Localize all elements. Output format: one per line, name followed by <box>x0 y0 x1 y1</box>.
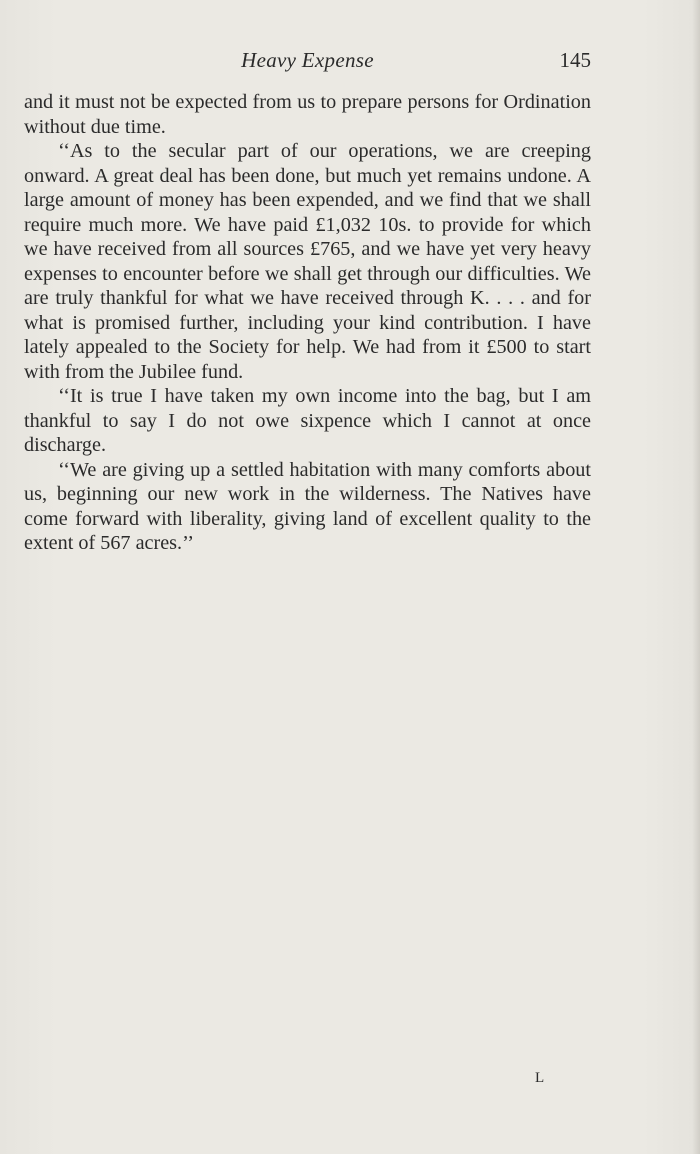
paragraph-4: ‘‘We are giving up a settled habitation with many comforts about us, beginning our new work in the wilderness. The Natives have come forward with liberality, giving land of excellent quality to the extent of 567 acres.’’ <box>24 458 591 554</box>
paragraph-3: ‘‘It is true I have taken my own income into the bag, but I am thankful to say I do not owe sixpence which I cannot at once discharge. <box>24 385 591 456</box>
signature-mark: L <box>535 1070 545 1086</box>
paragraph-2: ‘‘As to the secular part of our operations, we are creeping onward. A great deal has been done, but much yet remains undone. A large amount of money has been expended, and we find that we shall require much more. We have paid £1,032 10s. to provide for which we have received from all sources £765, and we have yet very heavy expenses to encounter before we shall get through our difficulties. We are truly thankful for what we have received through K. . . . and for what is promised further, including your kind contribution. I have lately appealed to the Society for help. We had from it £500 to start with from the Jubilee fund. <box>24 140 591 383</box>
page-edge-shadow <box>692 0 700 1154</box>
paragraph-1: and it must not be expected from us to prepare persons for Ordination without due time. <box>24 91 591 138</box>
body-text <box>24 90 591 556</box>
running-header <box>24 46 591 76</box>
running-title: Heavy Expense <box>241 48 374 72</box>
page-number: 145 <box>559 48 591 72</box>
